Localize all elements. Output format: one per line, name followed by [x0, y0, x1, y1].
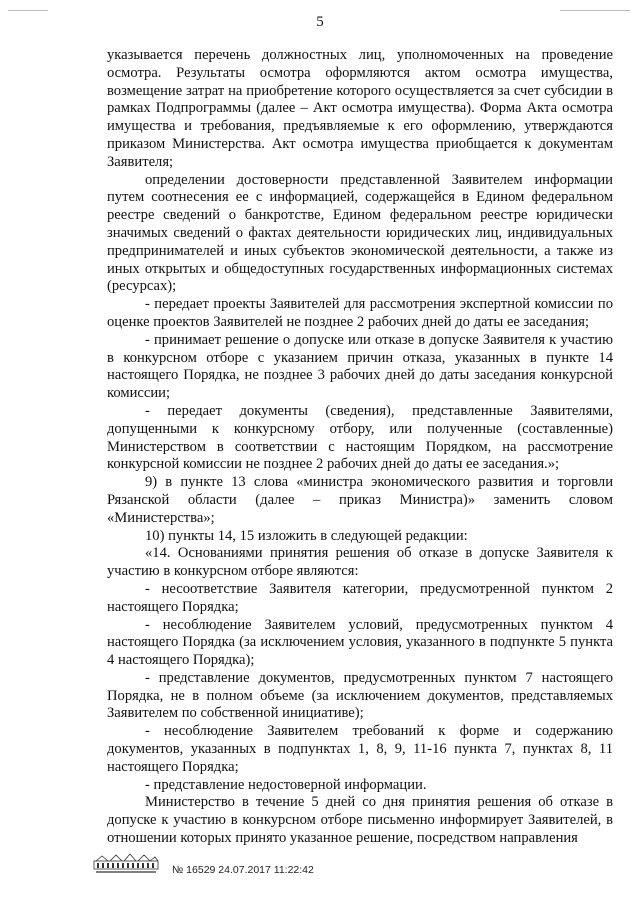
- paragraph: - несоответствие Заявителя категории, предусмотренной пунктом 2 настоящего Порядка;: [107, 580, 613, 615]
- page-number: 5: [316, 14, 324, 30]
- paragraph: - передает проекты Заявителей для рассмотрения экспертной комиссии по оценке проектов Заявителей не позднее 2 рабочих дней до даты ее заседания;: [107, 296, 613, 330]
- paragraph: 9) в пункте 13 слова «министра экономического развития и торговли Рязанской области (далее – приказ Министра)» заменить словом «Министерства»;: [107, 474, 613, 526]
- document-stamp: № 16529 24.07.2017 11:22:42: [172, 864, 314, 876]
- document-body: [107, 47, 613, 848]
- scan-edge-mark: [8, 10, 48, 11]
- paragraph: - представление документов, предусмотренных пунктом 7 настоящего Порядка, не в полном объеме (за исключением документов, представляемых Заявителем по собственной инициативе);: [107, 669, 613, 722]
- paragraph: - представление недостоверной информации.: [145, 776, 427, 793]
- scan-edge-mark: [560, 10, 630, 11]
- paragraph: - несоблюдение Заявителем требований к форме и содержанию документов, указанных в подпунктах 1, 8, 9, 11-16 пункта 7, пунктах 8, 11 настоящего Порядка;: [107, 723, 613, 775]
- paragraph: - принимает решение о допуске или отказе в допуске Заявителя к участию в конкурсном отборе с указанием причин отказа, указанных в пункте 14 настоящего Порядка, не позднее 3 рабочих дней до даты заседания конкурсной комиссии;: [107, 331, 613, 402]
- paragraph: «14. Основаниями принятия решения об отказе в допуске Заявителя к участию в конкурсном отборе являются:: [107, 545, 613, 580]
- paragraph: Министерство в течение 5 дней со дня принятия решения об отказе в допуске к участию в конкурсном отборе письменно информирует Заявителей, в отношении которых принято указанное решение, посредством направления: [107, 794, 613, 847]
- paragraph: 10) пункты 14, 15 изложить в следующей редакции:: [145, 527, 468, 544]
- registry-logo-icon: [92, 852, 164, 876]
- paragraph: - несоблюдение Заявителем условий, предусмотренных пунктом 4 настоящего Порядка (за исключением условия, указанного в подпункте 5 пункта 4 настоящего Порядка);: [107, 616, 613, 669]
- paragraph: указывается перечень должностных лиц, уполномоченных на проведение осмотра. Результаты осмотра оформляются актом осмотра имущества, возмещение затрат на приобретение которого осуществляется за счет субсидии в рамках Подпрограммы (далее – Акт осмотра имущества). Форма Акта осмотра имущества и требования, предъявляемые к его оформлению, утверждаются приказом Министерства. Акт осмотра имущества приобщается к документам Заявителя;: [107, 47, 613, 170]
- paragraph: определении достоверности представленной Заявителем информации путем соотнесения ее с информацией, содержащейся в Едином федеральном реестре сведений о банкротстве, Едином федеральном реестре юридически значимых сведений о фактах деятельности юридических лиц, индивидуальных предпринимателей и иных субъектов экономической деятельности, а также из иных открытых и общедоступных государственных информационных системах (ресурсах);: [107, 171, 613, 295]
- paragraph: - передает документы (сведения), представленные Заявителями, допущенными к конкурсному отбору, или полученные (составленные) Министерством в соответствии с настоящим Порядком, на рассмотрение конкурсной комиссии не позднее 2 рабочих дней до даты ее заседания.»;: [107, 402, 613, 473]
